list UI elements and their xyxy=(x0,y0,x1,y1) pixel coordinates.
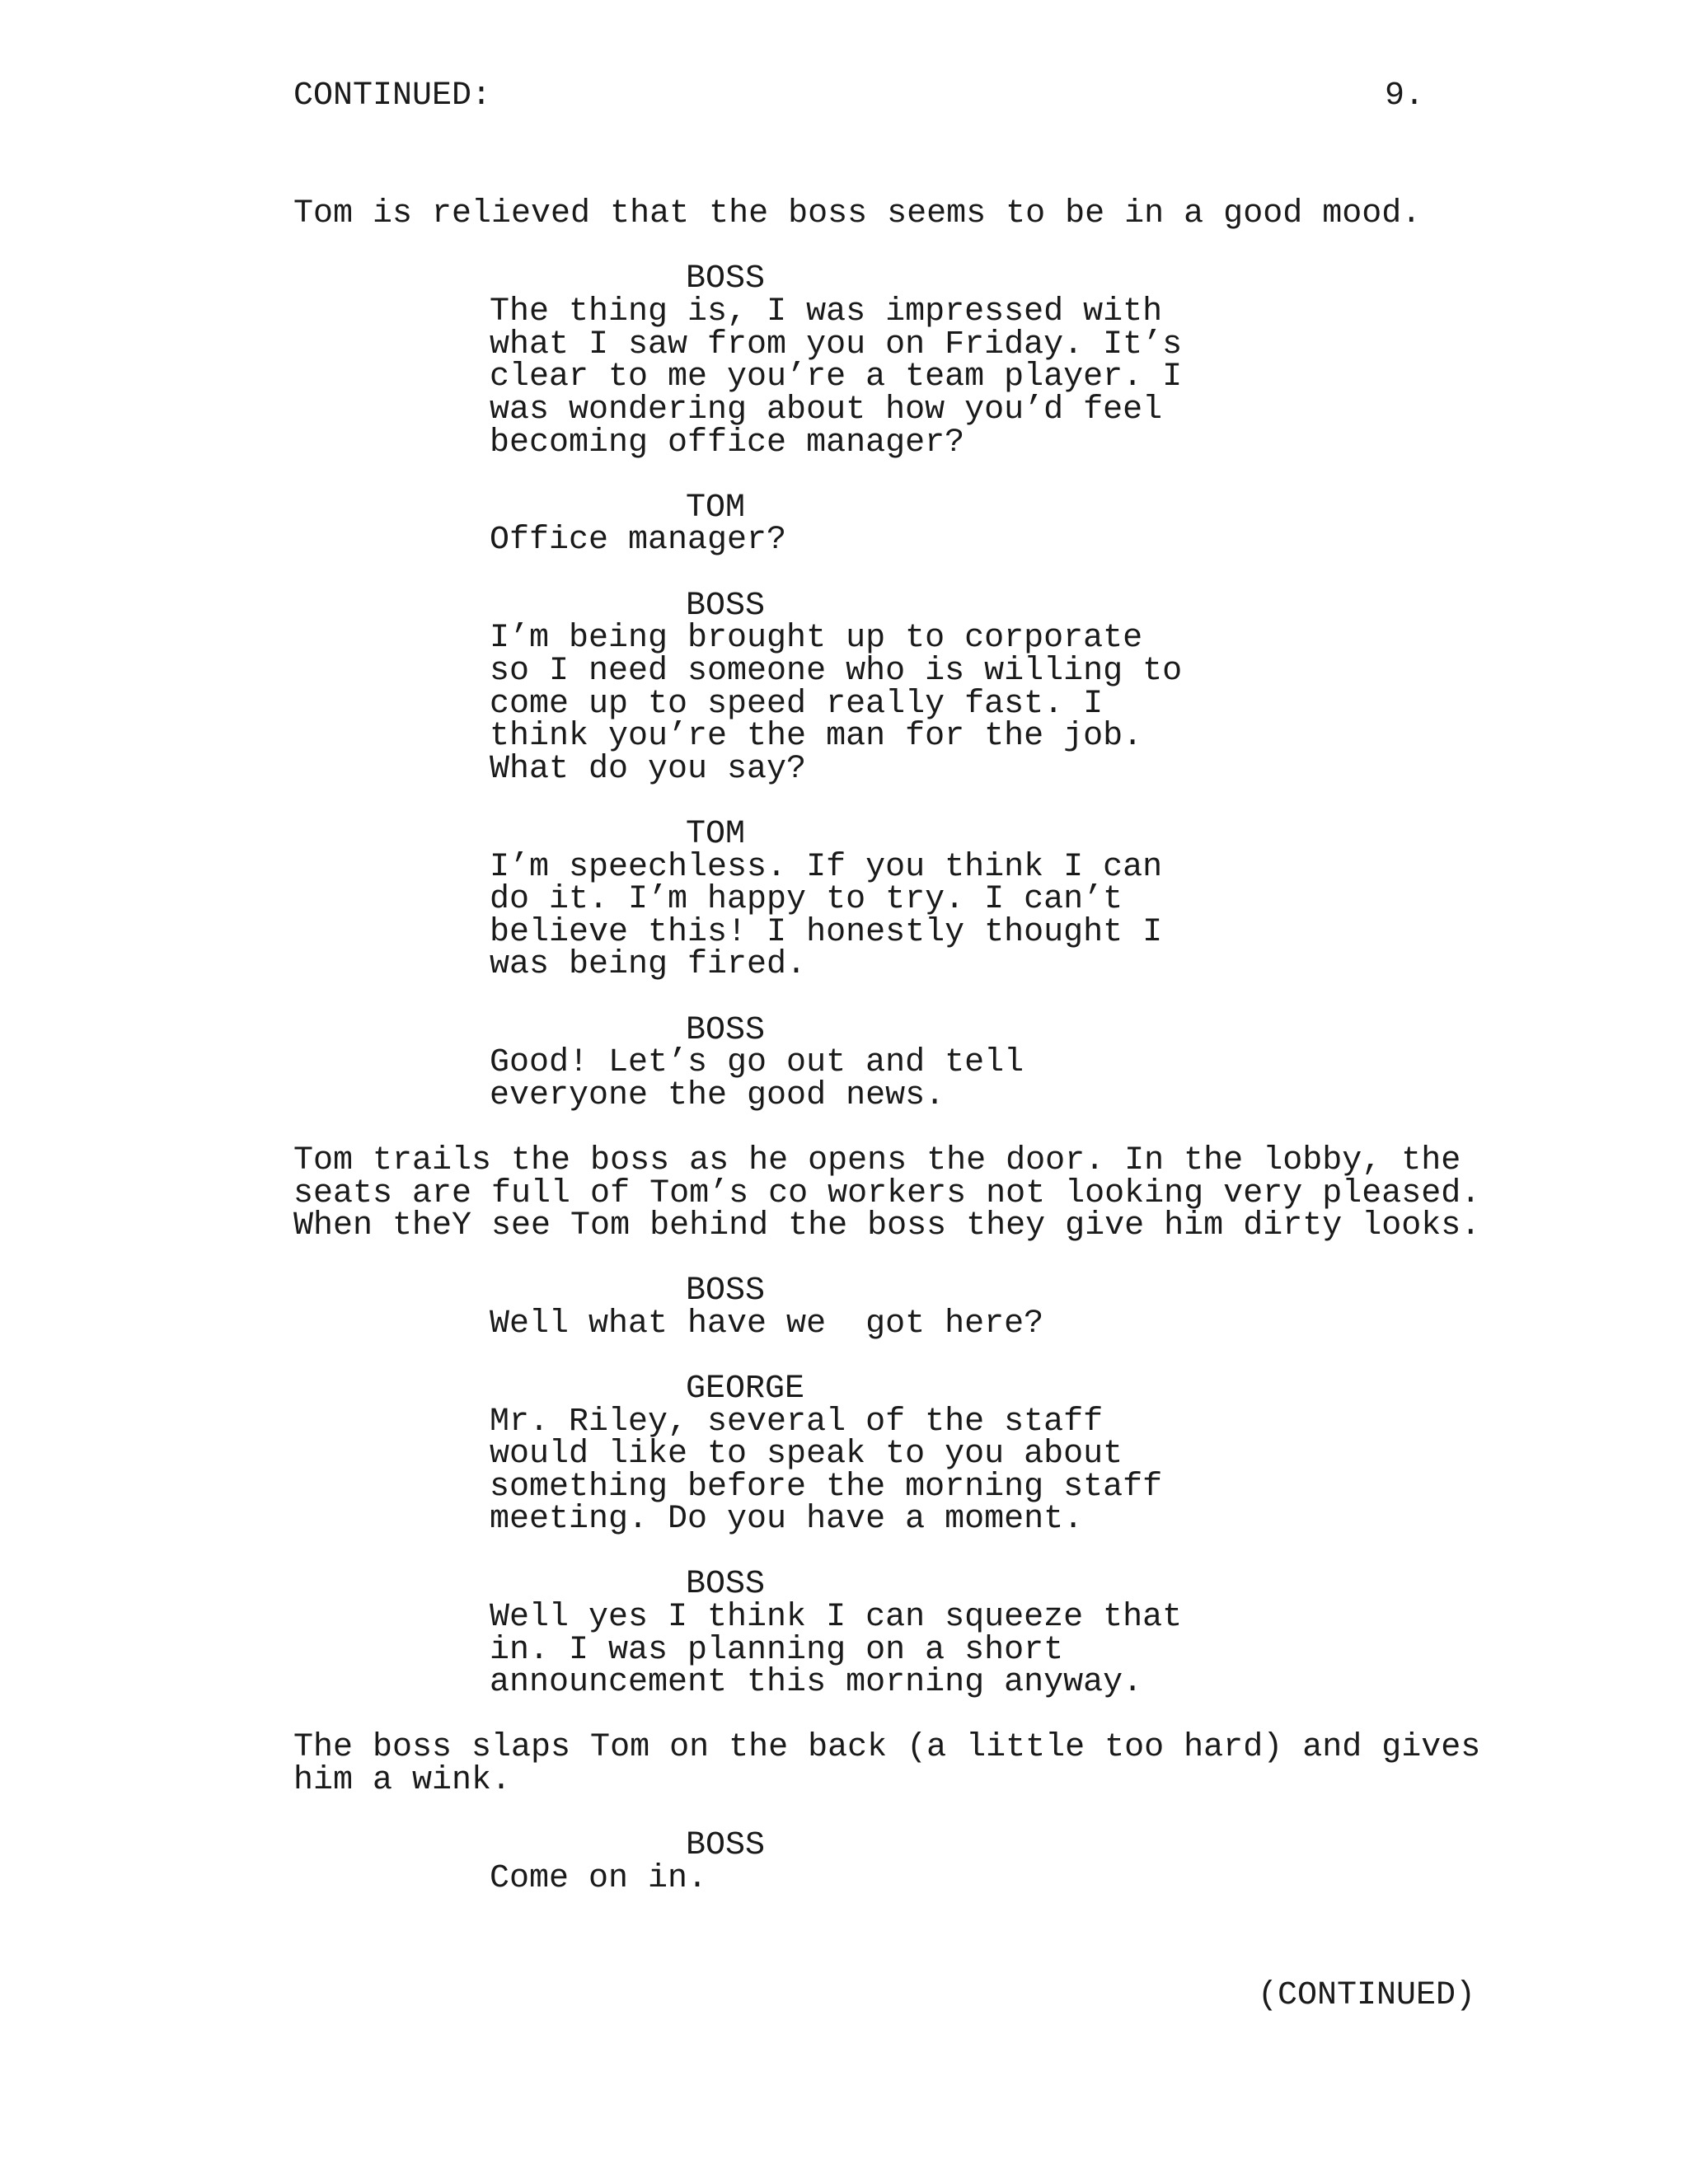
dialogue-line: Mr. Riley, several of the staff xyxy=(490,1404,1104,1441)
dialogue-line: Good! Let’s go out and tell xyxy=(490,1044,1025,1081)
character-cue: BOSS xyxy=(686,1827,766,1864)
dialogue-line: meeting. Do you have a moment. xyxy=(490,1501,1084,1538)
dialogue-line: I’m speechless. If you think I can xyxy=(490,849,1163,886)
dialogue-line: something before the morning staff xyxy=(490,1469,1163,1506)
dialogue-line: everyone the good news. xyxy=(490,1077,945,1114)
dialogue-line: in. I was planning on a short xyxy=(490,1632,1064,1669)
action-line: Tom is relieved that the boss seems to be in a good mood. xyxy=(293,195,1422,232)
dialogue-line: announcement this morning anyway. xyxy=(490,1664,1143,1701)
action-line: seats are full of Tom’s co workers not looking very pleased. xyxy=(293,1175,1481,1212)
dialogue-line: What do you say? xyxy=(490,751,807,788)
character-cue: BOSS xyxy=(686,1272,766,1310)
character-cue: TOM xyxy=(686,490,746,527)
action-line: When theY see Tom behind the boss they give him dirty looks. xyxy=(293,1207,1481,1244)
dialogue-line: clear to me you’re a team player. I xyxy=(490,359,1183,396)
dialogue-line: Office manager? xyxy=(490,522,787,559)
dialogue-line: think you’re the man for the job. xyxy=(490,718,1143,755)
character-cue: BOSS xyxy=(686,260,766,298)
character-cue: BOSS xyxy=(686,1012,766,1049)
dialogue-line: was being fired. xyxy=(490,946,807,983)
dialogue-line: Well yes I think I can squeeze that xyxy=(490,1599,1183,1636)
dialogue-line: Well what have we got here? xyxy=(490,1305,1044,1343)
action-line: The boss slaps Tom on the back (a little too hard) and gives xyxy=(293,1729,1481,1766)
dialogue-line: I’m being brought up to corporate xyxy=(490,620,1143,657)
dialogue-line: The thing is, I was impressed with xyxy=(490,293,1163,330)
dialogue-line: what I saw from you on Friday. It’s xyxy=(490,326,1183,363)
character-cue: GEORGE xyxy=(686,1371,805,1408)
dialogue-line: believe this! I honestly thought I xyxy=(490,914,1163,951)
dialogue-line: so I need someone who is willing to xyxy=(490,653,1183,690)
character-cue: TOM xyxy=(686,816,746,853)
page-number: 9. xyxy=(1385,77,1425,115)
dialogue-line: Come on in. xyxy=(490,1860,708,1897)
dialogue-line: becoming office manager? xyxy=(490,424,965,462)
dialogue-line: do it. I’m happy to try. I can’t xyxy=(490,881,1123,918)
action-line: him a wink. xyxy=(293,1762,512,1799)
dialogue-line: would like to speak to you about xyxy=(490,1436,1123,1473)
continued-footer: (CONTINUED) xyxy=(1258,1977,1476,2014)
continued-header: CONTINUED: xyxy=(293,77,492,115)
action-line: Tom trails the boss as he opens the door. In the lobby, the xyxy=(293,1142,1461,1179)
dialogue-line: come up to speed really fast. I xyxy=(490,686,1104,723)
character-cue: BOSS xyxy=(686,1566,766,1603)
dialogue-line: was wondering about how you’d feel xyxy=(490,391,1163,429)
character-cue: BOSS xyxy=(686,588,766,625)
